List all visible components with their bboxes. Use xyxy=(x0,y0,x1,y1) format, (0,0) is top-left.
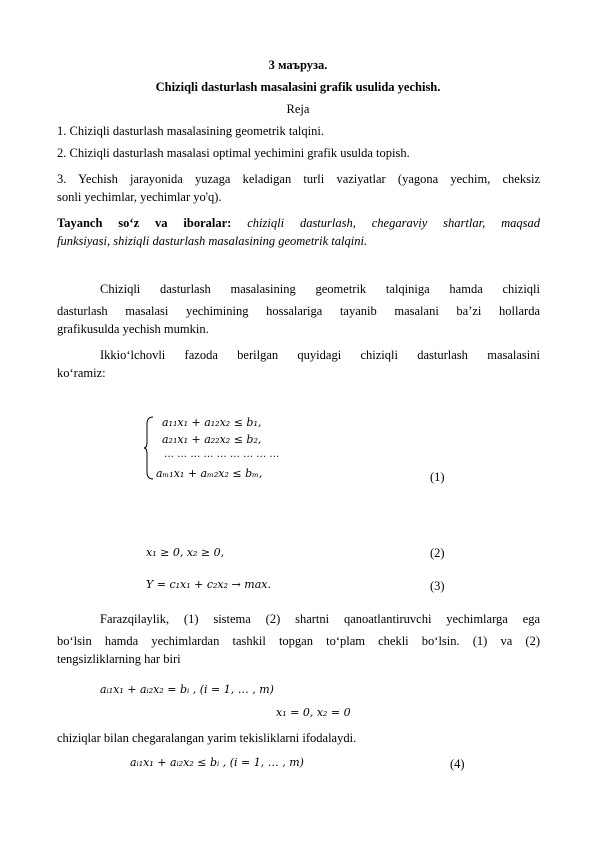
para2-line-1: Ikkio‘lchovli fazoda berilgan quyidagi chiziqli dasturlash masalasini xyxy=(100,348,540,362)
keywords-text-1: chiziqli dasturlash, chegaraviy shartlar, maqsad xyxy=(247,216,541,230)
para1-line-2: dasturlash masalasi yechimining hossalariga tayanib masalani ba’zi hollarda xyxy=(57,304,540,318)
nonnegativity-condition: x₁ ≥ 0, x₂ ≥ 0, xyxy=(146,546,225,559)
para3-line-2: bo‘lsin hamda yechimlardan tashkil topgan to‘plam chekli bo‘lsin. (1) va (2) xyxy=(57,634,540,648)
para1-line-1: Chiziqli dasturlash masalasining geometrik talqiniga hamda chiziqli xyxy=(100,282,540,296)
plan-item-2: 2. Chiziqli dasturlash masalasi optimal yechimini grafik usulda topish. xyxy=(57,146,410,160)
para2-line-2: ko‘ramiz: xyxy=(57,366,106,380)
keywords-label: Tayanch so‘z va iboralar: xyxy=(57,216,232,230)
lecture-title: Chiziqli dasturlash masalasini grafik usulida yechish. xyxy=(155,80,441,94)
objective-function: Y = c₁x₁ + c₂x₂ → max. xyxy=(146,578,271,591)
plan-item-3-cont: sonli yechimlar, yechimlar yo'q). xyxy=(57,190,222,204)
system-row-4: aₘ₁x₁ + aₘ₂x₂ ≤ bₘ, xyxy=(156,467,263,480)
plan-item-1: 1. Chiziqli dasturlash masalasining geometrik talqini. xyxy=(57,124,324,138)
system-brace xyxy=(143,416,155,480)
para4: chiziqlar bilan chegaralangan yarim tekisliklarni ifodalaydi. xyxy=(57,731,357,745)
para3-line-1: Farazqilaylik, (1) sistema (2) shartni qanoatlantiruvchi yechimlarga ega xyxy=(100,612,540,626)
equation-label-4: (4) xyxy=(450,757,465,771)
para1-line-3: grafikusulda yechish mumkin. xyxy=(57,322,209,336)
equation-label-1: (1) xyxy=(430,470,445,484)
plan-item-3: 3. Yechish jarayonida yuzaga keladigan turli vaziyatlar (yagona yechim, cheksiz xyxy=(57,172,540,186)
keywords-line-1 xyxy=(57,212,540,234)
equation-label-2: (2) xyxy=(430,546,445,560)
system-row-1: a₁₁x₁ + a₁₂x₂ ≤ b₁, xyxy=(162,416,262,429)
para3-line-3: tengsizliklarning har biri xyxy=(57,652,181,666)
system-row-2: a₂₁x₁ + a₂₂x₂ ≤ b₂, xyxy=(162,433,262,446)
halfplane-inequality: aᵢ₁x₁ + aᵢ₂x₂ ≤ bᵢ , (i = 1, … , m) xyxy=(130,756,304,769)
keywords-line-2: funksiyasi, shiziqli dasturlash masalasining geometrik talqini. xyxy=(57,234,368,248)
axes-equation: x₁ = 0, x₂ = 0 xyxy=(276,706,351,719)
boundary-line-equation: aᵢ₁x₁ + aᵢ₂x₂ = bᵢ , (i = 1, … , m) xyxy=(100,683,274,696)
equation-label-3: (3) xyxy=(430,579,445,593)
lecture-number: 3 маъруза. xyxy=(268,58,328,72)
plan-heading: Reja xyxy=(286,102,310,116)
system-row-3: … … … … … … … … … xyxy=(164,449,280,460)
